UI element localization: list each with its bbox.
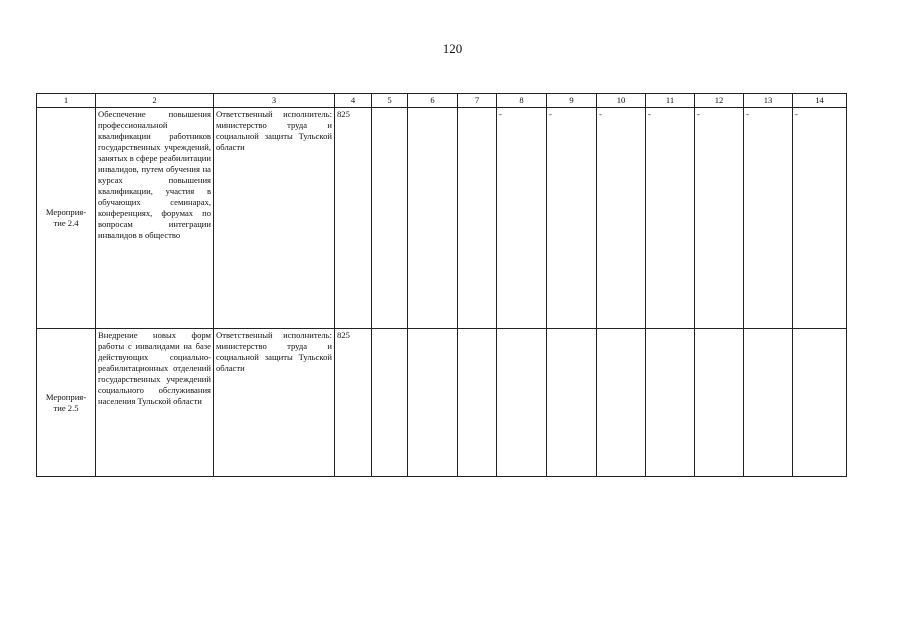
- header-cell-1: 1: [37, 94, 96, 108]
- cell-col-14: -: [793, 108, 847, 329]
- activity-description: Внедрение новых форм работы с инвалидами на базе действующих социально-реабилитационных отделений государственных учреждений социального обслуживания населения Тульской области: [96, 329, 214, 477]
- page-number: 120: [442, 41, 463, 56]
- header-cell-3: 3: [214, 94, 335, 108]
- activity-label-text: Мероприя- тие 2.4: [45, 207, 87, 228]
- cell-col-12: [695, 329, 744, 477]
- activity-label: [37, 329, 96, 477]
- cell-col-5: [372, 329, 408, 477]
- cell-col-13: [744, 329, 793, 477]
- cell-col-10: -: [597, 108, 646, 329]
- cell-col-7: [458, 108, 497, 329]
- header-cell-9: 9: [547, 94, 597, 108]
- cell-col-4: 825: [335, 329, 372, 477]
- table-row: [37, 329, 847, 477]
- activity-description: Обеспечение повышения профессиональной квалификации работников государственных учреждений, занятых в сфере реабилитации инвалидов, путем обучения на курсах повышения квалификации, участия в обучающих семинарах, конференциях, форумах по вопросам интеграции инвалидов в общество: [96, 108, 214, 329]
- cell-col-12: -: [695, 108, 744, 329]
- header-cell-12: 12: [695, 94, 744, 108]
- cell-col-9: [547, 329, 597, 477]
- cell-col-10: [597, 329, 646, 477]
- header-cell-2: 2: [96, 94, 214, 108]
- cell-col-14: [793, 329, 847, 477]
- header-cell-10: 10: [597, 94, 646, 108]
- cell-col-8: [497, 329, 547, 477]
- header-row: [37, 94, 847, 108]
- responsible-executor: Ответственный исполнитель: министерство труда и социальной защиты Тульской области: [214, 329, 335, 477]
- cell-col-11: [646, 329, 695, 477]
- cell-col-11: -: [646, 108, 695, 329]
- cell-col-4: 825: [335, 108, 372, 329]
- header-cell-6: 6: [408, 94, 458, 108]
- table-row: [37, 108, 847, 329]
- program-table: [36, 93, 847, 477]
- cell-col-9: -: [547, 108, 597, 329]
- cell-col-8: -: [497, 108, 547, 329]
- header-cell-4: 4: [335, 94, 372, 108]
- header-cell-14: 14: [793, 94, 847, 108]
- cell-col-5: [372, 108, 408, 329]
- cell-col-7: [458, 329, 497, 477]
- header-cell-8: 8: [497, 94, 547, 108]
- header-cell-11: 11: [646, 94, 695, 108]
- header-cell-5: 5: [372, 94, 408, 108]
- activity-label: [37, 108, 96, 329]
- header-cell-13: 13: [744, 94, 793, 108]
- activity-label-text: Мероприя- тие 2.5: [45, 391, 87, 413]
- cell-col-6: [408, 329, 458, 477]
- header-cell-7: 7: [458, 94, 497, 108]
- responsible-executor: Ответственный исполнитель: министерство труда и социальной защиты Тульской области: [214, 108, 335, 329]
- cell-col-6: [408, 108, 458, 329]
- cell-col-13: -: [744, 108, 793, 329]
